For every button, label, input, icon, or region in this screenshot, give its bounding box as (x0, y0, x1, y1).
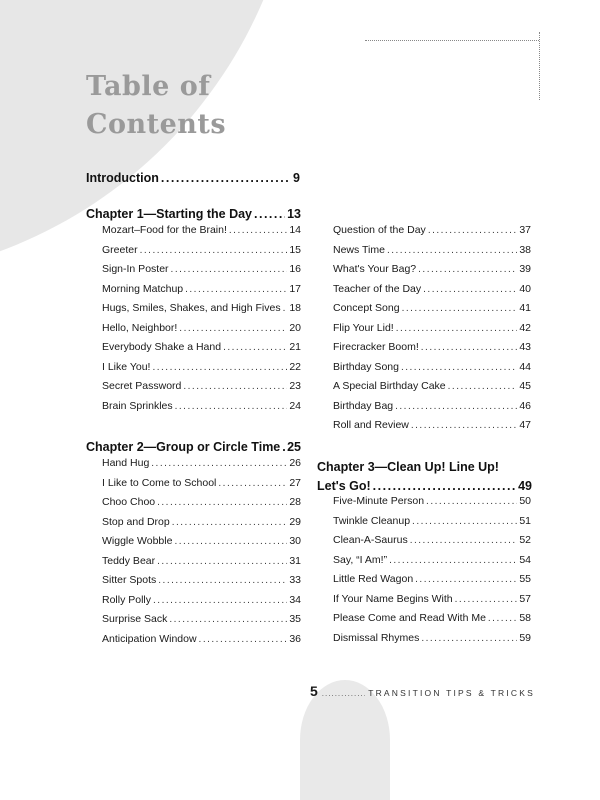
dot-leader (412, 515, 517, 529)
dot-leader (223, 341, 287, 355)
toc-entry-label: Hand Hug (102, 457, 150, 469)
toc-entry[interactable] (102, 321, 301, 335)
toc-entry-page: 29 (289, 515, 301, 528)
toc-entry-label: Twinkle Cleanup (333, 514, 411, 527)
dot-leader (401, 361, 517, 375)
dot-leader (175, 400, 288, 414)
toc-entry[interactable] (333, 223, 531, 237)
toc-entry-label: News Time (333, 243, 385, 256)
dot-leader (283, 302, 288, 316)
toc-entry-page: 47 (519, 419, 531, 431)
dot-leader (387, 244, 517, 258)
toc-entry-label: If Your Name Begins With (333, 592, 453, 605)
toc-entry[interactable] (333, 340, 531, 354)
toc-entry-page: 45 (519, 380, 531, 392)
toc-entry-label: Please Come and Read With Me (333, 612, 486, 624)
toc-entry-label: I Like to Come to School (102, 476, 217, 489)
toc-chapter-1-heading[interactable] (86, 206, 301, 222)
chapter-1-page: 13 (287, 207, 301, 221)
toc-entry-label: Question of the Day (333, 224, 426, 236)
toc-entry[interactable] (333, 262, 531, 276)
introduction-page: 9 (293, 171, 300, 185)
toc-entry[interactable] (333, 553, 531, 567)
toc-entry-label: Teddy Bear (102, 554, 156, 567)
toc-entry-label: Rolly Polly (102, 593, 152, 606)
toc-entry-label: Little Red Wagon (333, 573, 414, 585)
toc-entry-page: 14 (289, 224, 301, 236)
toc-entry[interactable] (102, 243, 301, 257)
chapter-3-title-line-2: Let's Go! (317, 479, 371, 493)
dot-leader (172, 516, 288, 530)
dot-leader (199, 633, 288, 647)
toc-entry-page: 44 (519, 360, 531, 373)
dot-leader (402, 302, 518, 316)
dot-leader (411, 419, 517, 433)
toc-entry[interactable] (333, 514, 531, 528)
toc-entry-label: I Like You! (102, 360, 151, 373)
toc-entry-page: 59 (519, 631, 531, 644)
toc-entry[interactable] (102, 399, 301, 413)
dot-leader (140, 244, 288, 258)
toc-entry-label: Stop and Drop (102, 515, 170, 528)
toc-entry-label: Clean-A-Saurus (333, 534, 408, 546)
dot-leader (183, 380, 287, 394)
toc-entry[interactable] (102, 262, 301, 276)
toc-entry[interactable] (102, 379, 301, 393)
toc-entry-page: 21 (289, 341, 301, 353)
toc-entry[interactable] (333, 494, 531, 508)
chapter-3-title-line-1: Chapter 3—Clean Up! Line Up! (317, 460, 499, 474)
toc-entry-page: 57 (519, 592, 531, 605)
dot-leader (218, 477, 287, 491)
toc-entry-label: Greeter (102, 243, 138, 256)
dot-leader (171, 263, 288, 277)
toc-entry-page: 23 (289, 380, 301, 392)
toc-entry-page: 36 (289, 632, 301, 645)
dot-leader (373, 478, 516, 494)
toc-entry[interactable] (333, 321, 531, 335)
dot-leader (488, 612, 517, 626)
toc-entry-page: 54 (519, 553, 531, 566)
toc-entry-label: What's Your Bag? (333, 263, 417, 275)
toc-entry[interactable] (333, 592, 531, 606)
toc-entry-page: 42 (519, 321, 531, 334)
dot-leader (174, 535, 287, 549)
dot-leader (161, 170, 291, 186)
toc-introduction[interactable] (86, 170, 300, 186)
toc-entry-label: Brain Sprinkles (102, 399, 173, 412)
toc-entry-label: Roll and Review (333, 419, 409, 431)
toc-entry[interactable] (333, 360, 531, 374)
toc-entry-label: Choo Choo (102, 496, 156, 508)
dot-leader (455, 593, 518, 607)
toc-entry-label: Dismissal Rhymes (333, 631, 420, 644)
toc-entry-page: 26 (289, 457, 301, 469)
dot-leader (185, 283, 287, 297)
toc-entry-page: 35 (289, 613, 301, 625)
dot-leader (448, 380, 518, 394)
toc-entry-label: A Special Birthday Cake (333, 380, 446, 392)
toc-entry-page: 15 (289, 243, 301, 256)
dot-leader (396, 322, 518, 336)
toc-entry-page: 37 (519, 224, 531, 236)
toc-entry[interactable] (102, 495, 301, 509)
toc-entry-page: 30 (289, 535, 301, 547)
book-title: TRANSITION TIPS & TRICKS (368, 688, 535, 698)
toc-entry-page: 24 (289, 399, 301, 412)
toc-entry[interactable] (102, 554, 301, 568)
toc-chapter-2-heading[interactable] (86, 439, 301, 455)
dot-leader (229, 224, 287, 238)
toc-entry[interactable] (102, 456, 301, 470)
dot-leader (157, 555, 287, 569)
toc-entry-label: Say, “I Am!” (333, 553, 388, 566)
toc-entry-page: 27 (289, 476, 301, 489)
chapter-3-page: 49 (518, 479, 532, 493)
toc-entry-page: 52 (519, 534, 531, 546)
dot-leader (254, 206, 285, 222)
toc-entry[interactable] (333, 379, 531, 393)
toc-entry[interactable] (102, 632, 301, 646)
dot-leader (151, 457, 287, 471)
dot-leader (395, 400, 517, 414)
dot-leader (418, 263, 517, 277)
toc-entry[interactable] (102, 534, 301, 548)
toc-entry[interactable] (333, 418, 531, 432)
dot-leader (153, 594, 287, 608)
toc-entry-label: Birthday Bag (333, 399, 394, 412)
toc-entry[interactable] (102, 612, 301, 626)
dot-leader (282, 439, 285, 455)
toc-entry-label: Anticipation Window (102, 632, 197, 645)
toc-entry-page: 50 (519, 495, 531, 507)
toc-entry[interactable] (102, 223, 301, 237)
toc-entry-label: Secret Password (102, 380, 182, 392)
toc-entry-label: Morning Matchup (102, 282, 184, 295)
toc-entry-label: Firecracker Boom! (333, 341, 419, 353)
toc-entry-page: 16 (289, 263, 301, 275)
toc-entry-page: 39 (519, 263, 531, 275)
toc-entry[interactable] (333, 399, 531, 413)
title-line-1: Table of (86, 71, 211, 102)
dot-leader (152, 361, 287, 375)
title-line-2: Contents (86, 109, 227, 140)
toc-entry-page: 33 (289, 574, 301, 586)
toc-entry-label: Mozart–Food for the Brain! (102, 224, 227, 236)
toc-entry[interactable] (102, 476, 301, 490)
toc-entry-label: Five-Minute Person (333, 495, 425, 507)
toc-chapter-3-heading-line-2[interactable] (317, 478, 532, 494)
toc-entry-label: Everybody Shake a Hand (102, 341, 222, 353)
footer-dot-leader (322, 689, 365, 698)
side-dotted-rule (539, 32, 540, 100)
toc-entry-page: 20 (289, 321, 301, 334)
toc-entry-page: 18 (289, 302, 301, 314)
introduction-label: Introduction (86, 171, 159, 185)
toc-entry[interactable] (102, 593, 301, 607)
dot-leader (428, 224, 518, 238)
dot-leader (423, 283, 517, 297)
toc-entry[interactable] (333, 572, 531, 586)
page-number: 5 (310, 683, 318, 699)
toc-entry[interactable] (333, 282, 531, 296)
chapter-2-title: Chapter 2—Group or Circle Time (86, 440, 281, 454)
top-dotted-rule (365, 40, 539, 41)
toc-entry-page: 34 (289, 593, 301, 606)
dot-leader (169, 613, 287, 627)
toc-entry-label: Teacher of the Day (333, 282, 422, 295)
toc-entry-page: 38 (519, 243, 531, 256)
toc-entry-page: 40 (519, 282, 531, 295)
toc-entry-label: Flip Your Lid! (333, 321, 394, 334)
chapter-2-page: 25 (287, 440, 301, 454)
page-footer (310, 683, 535, 699)
toc-entry-page: 22 (289, 360, 301, 373)
toc-entry-label: Wiggle Wobble (102, 535, 173, 547)
toc-entry-label: Sitter Spots (102, 574, 157, 586)
toc-entry[interactable] (102, 301, 301, 315)
toc-entry-page: 31 (289, 554, 301, 567)
page-title (86, 68, 226, 144)
toc-entry-page: 55 (519, 573, 531, 585)
toc-entry[interactable] (333, 533, 531, 547)
toc-entry[interactable] (102, 573, 301, 587)
dot-leader (158, 574, 287, 588)
toc-entry-page: 28 (289, 496, 301, 508)
dot-leader (421, 341, 518, 355)
toc-entry-page: 51 (519, 514, 531, 527)
toc-chapter-3-heading-line-1[interactable] (317, 459, 532, 475)
dot-leader (410, 534, 518, 548)
toc-entry-label: Sign-In Poster (102, 263, 169, 275)
dot-leader (157, 496, 287, 510)
toc-entry[interactable] (333, 631, 531, 645)
toc-entry[interactable] (102, 340, 301, 354)
toc-entry[interactable] (102, 515, 301, 529)
toc-entry[interactable] (333, 611, 531, 625)
toc-entry-page: 58 (519, 612, 531, 624)
toc-entry[interactable] (333, 243, 531, 257)
toc-entry-label: Hugs, Smiles, Shakes, and High Fives (102, 302, 281, 314)
dot-leader (426, 495, 517, 509)
toc-entry-label: Birthday Song (333, 360, 399, 373)
toc-entry[interactable] (102, 360, 301, 374)
dot-leader (179, 322, 287, 336)
toc-entry-label: Hello, Neighbor! (102, 321, 178, 334)
toc-entry-page: 17 (289, 282, 301, 295)
toc-entry-page: 43 (519, 341, 531, 353)
dot-leader (389, 554, 517, 568)
toc-entry[interactable] (333, 301, 531, 315)
toc-entry[interactable] (102, 282, 301, 296)
toc-entry-label: Surprise Sack (102, 613, 168, 625)
chapter-1-title: Chapter 1—Starting the Day (86, 207, 253, 221)
toc-entry-page: 46 (519, 399, 531, 412)
dot-leader (421, 632, 517, 646)
dot-leader (415, 573, 517, 587)
toc-entry-page: 41 (519, 302, 531, 314)
toc-entry-label: Concept Song (333, 302, 400, 314)
